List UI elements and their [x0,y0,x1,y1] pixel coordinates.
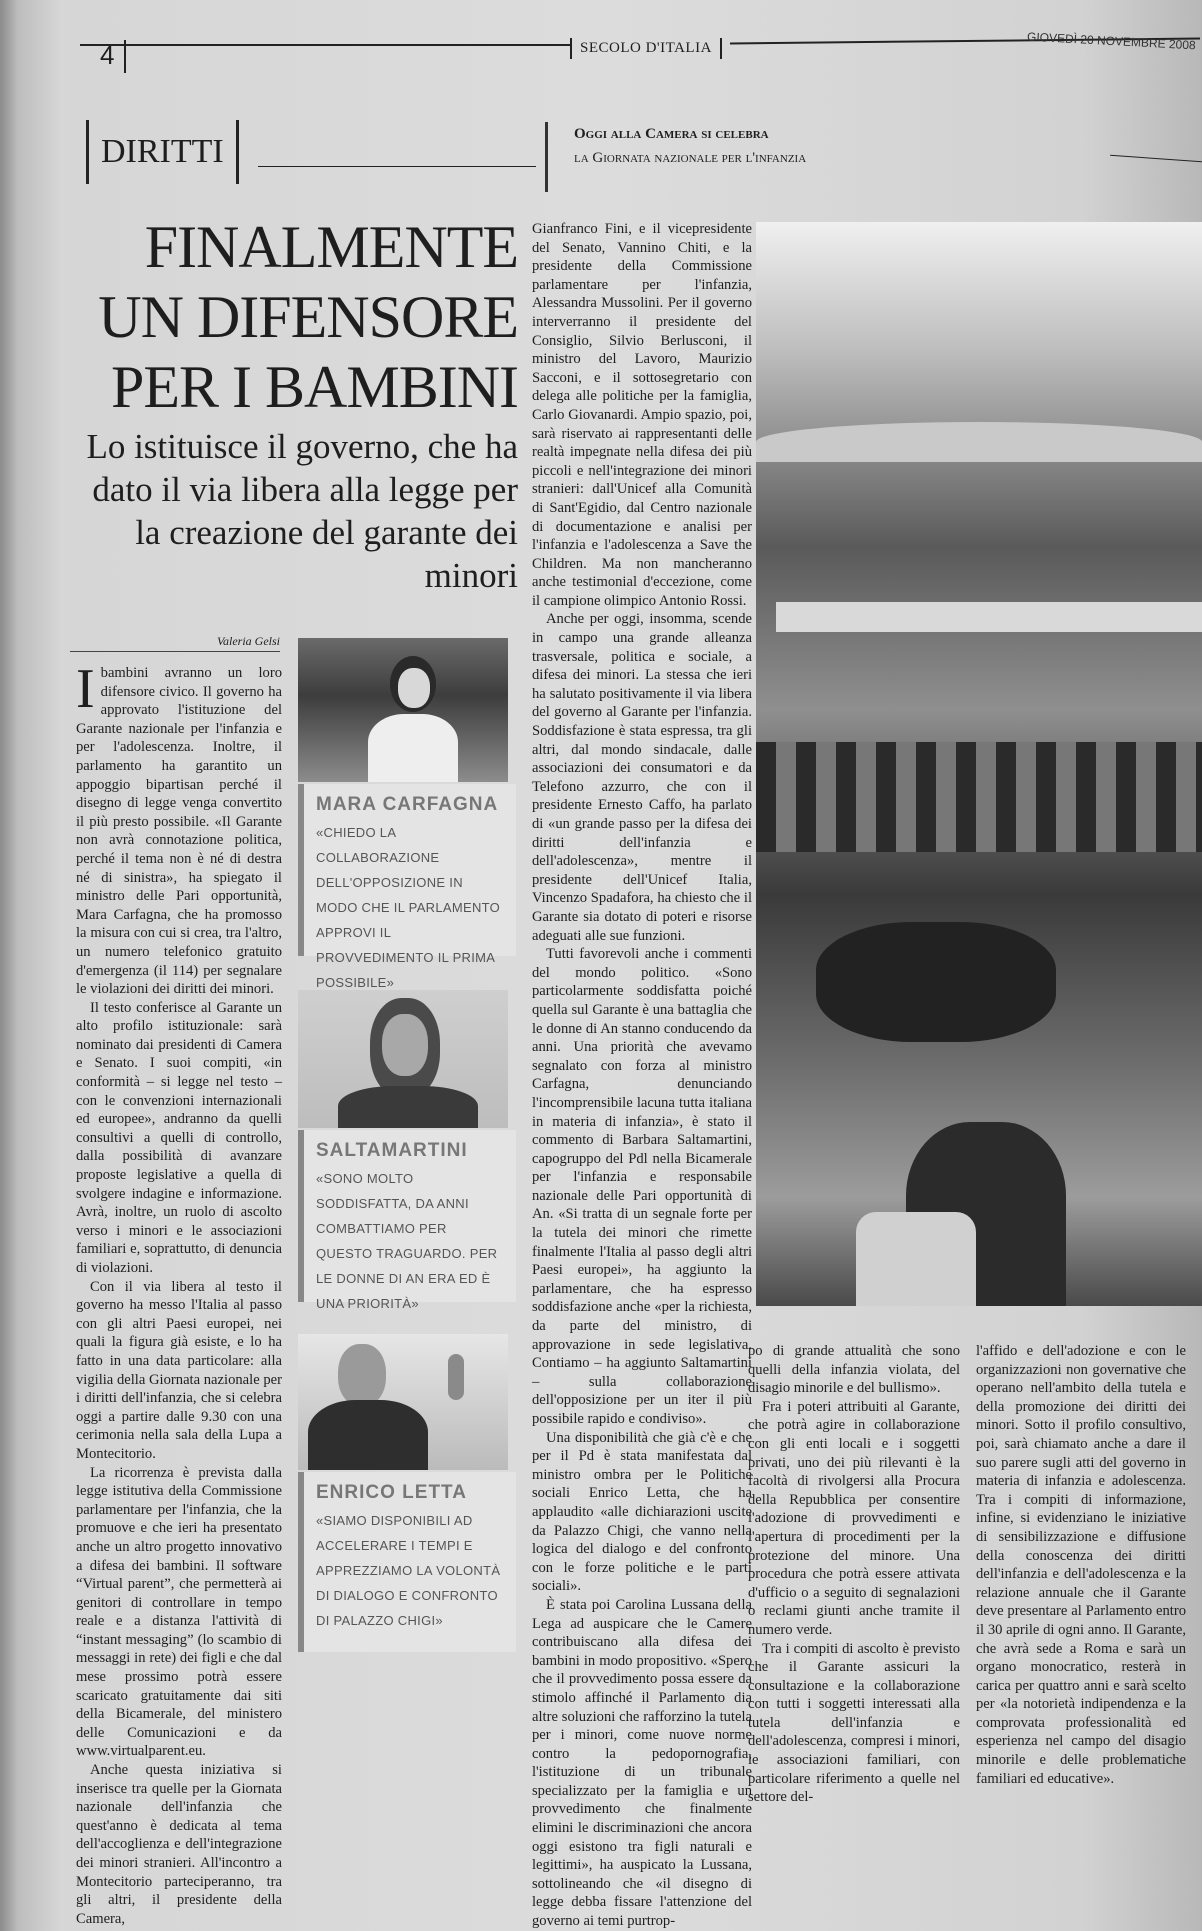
paragraph: po di grande attualità che sono quelli della infanzia violata, del disagio minorile e del bullismo». [748,1343,960,1397]
carousel-photo [756,222,1202,1306]
paragraph: Anche questa iniziativa si inserisce tra quelle per la Giornata nazionale dell'infanzia che quest'anno è dedicata al tema dell'accoglienza e dell'integrazione dei minori stranieri. All'incontro a Montecitorio parteciperanno, tra gli altri, il presidente della Camera, [76,1762,282,1927]
photo-saltamartini [298,990,508,1128]
issue-date: GIOVEDÌ 20 NOVEMBRE 2008 [1027,29,1197,53]
paragraph: Tutti favorevoli anche i commenti del mondo politico. «Sono particolarmente soddisfatta poiché quella sul Garante è una battaglia che le donne di An stanno conducendo da anni. Una priorità che avevamo segnalato con forza al ministro Carfagna, denunciando l'incomprensibile lacuna tutta italiana in materia di infanzia», è stato il commento di Barbara Saltamartini, capogruppo del Pdl nella Bicamerale per l'infanzia e responsabile nazionale delle Pari opportunità di An. «Si tratta di un segnale forte per la tutela dei minori che rimette finalmente l'Italia al passo degli altri Paesi europei», ha aggiunto la parlamentare, che ha espresso soddisfazione anche «per la richiesta, da parte del ministro, di approvazione in sede legislativa. Contiamo – ha aggiunto Saltamartini – sulla collaborazione dell'opposizione per un iter il più possibile rapido e condiviso». [532,946,752,1427]
byline: Valeria Gelsi [70,634,280,652]
pull-quote [298,1130,516,1311]
kicker [545,122,806,192]
pull-quote [298,784,516,990]
article-column-4 [976,1342,1186,1788]
quote-speaker: SALTAMARTINI [316,1140,468,1161]
article-column-3 [748,1342,960,1807]
masthead: SECOLO D'ITALIA [570,38,722,59]
kicker-line-2: la Giornata nazionale per l'infanzia [574,150,807,166]
article-column-2 [532,220,752,1931]
quote-text: «SONO MOLTO SODDISFATTA, DA ANNI COMBATTIAMO PER QUESTO TRAGUARDO. PER LE DONNE DI AN ERA ED È UNA PRIORITÀ» [316,1171,498,1311]
page-number: 4 [88,40,126,73]
kicker-rule [1110,155,1202,162]
paragraph: Anche per oggi, insomma, scende in campo una grande alleanza trasversale, politica e sociale, a difesa dei minori. La stessa che ieri ha salutato positivamente il via libera del governo al Garante per l'infanzia. Soddisfazione è stata espressa, tra gli altri, dal mondo sindacale, dalle associazioni dei consumatori e da Telefono azzurro, che con il presidente Ernesto Caffo, ha parlato di «un grande passo per la difesa dei diritti dell'infanzia e dell'adolescenza», mentre il presidente dell'Unicef Italia, Vincenzo Spadafora, ha chiesto che il Garante sia dotato di poteri e risorse adeguati alle sue funzioni. [532,611,752,944]
quote-text: «CHIEDO LA COLLABORAZIONE DELL'OPPOSIZIONE IN MODO CHE IL PARLAMENTO APPROVI IL PROVVEDIMENTO IL PRIMA POSSIBILE» [316,825,501,990]
paragraph: Gianfranco Fini, e il vicepresidente del Senato, Vannino Chiti, e la presidente della Commissione parlamentare per l'infanzia, Alessandra Mussolini. Per il governo interverranno il presidente del Consiglio, Silvio Berlusconi, il ministro del Lavoro, Maurizio Sacconi, e il sottosegretario con delega alle politiche per la famiglia, Carlo Giovanardi. Ampio spazio, poi, sarà riservato ai rappresentanti delle realtà impegnate nella difesa dei più piccoli e nell'integrazione dei minori stranieri: dall'Unicef alla Comunità di Sant'Egidio, dal Centro nazionale di documentazione e analisi per l'infanzia e l'adolescenza a Save the Children. Ma non mancheranno anche testimonial d'eccezione, come il campione olimpico Antonio Rossi. [532,221,752,609]
article-column-1 [76,658,282,1928]
paragraph: La ricorrenza è prevista dalla legge istitutiva della Commissione parlamentare per l'infanzia, che la promuove e che ieri ha presentato anche un altro progetto innovativo a difesa dei bambini. Il software “Virtual parent”, che permetterà ai genitori di controllare in tempo reale e a distanza l'attività di “instant messaging” (lo scambio di messaggi in rete) dei figli e che dal mese prossimo potrà essere scaricato gratuitamente dai siti della Bicamerale, del ministero delle Comunicazioni e da www.virtualparent.eu. [76,1464,282,1760]
pull-quote [298,1472,516,1652]
section-label: DIRITTI [86,120,239,184]
quote-speaker: MARA CARFAGNA [316,794,499,815]
headline-line: FINALMENTE [144,214,518,280]
kicker-line-1: Oggi alla Camera si celebra [574,126,769,142]
quote-speaker: ENRICO LETTA [316,1482,467,1503]
paragraph: Il testo conferisce al Garante un alto profilo istituzionale: sarà nominato dai presidenti di Camera e Senato. I suoi compiti, «in conformità – si legge nel testo – con le convenzioni internazionali ed europee», andranno da quelli consultivi a quelli di controllo, dalla possibilità di avanzare proposte legislative a quella di svolgere indagine e informazione. Avrà, inoltre, un ruolo di ascolto verso i minori e le associazioni familiari e, soprattutto, di denuncia di violazioni. [76,999,282,1276]
quote-text: «SIAMO DISPONIBILI AD ACCELERARE I TEMPI E APPREZZIAMO LA VOLONTÀ DI DIALOGO E CONFRONTO DI PALAZZO CHIGI» [316,1513,501,1628]
paragraph: Tra i compiti di ascolto è previsto che il Garante assicuri la consultazione e la collaborazione con tutti i soggetti interessati alla tutela dell'infanzia e dell'adolescenza, compresi i minori, le associazioni familiari, con particolare riferimento a quelle nel settore del- [748,1640,960,1806]
paragraph: Fra i poteri attribuiti al Garante, che potrà agire in collaborazione con gli enti locali e i soggetti privati, uno dei più rilevanti è la facoltà di rivolgersi alla Procura della Repubblica per consentire l'adozione di provvedimenti e l'apertura di procedimenti per la protezione del minore. Una procedura che potrà essere attivata d'ufficio o a seguito di segnalazioni o reclami giunti anche tramite il numero verde. [748,1398,960,1638]
subheadline: Lo istituisce il governo, che ha dato il via libera alla legge per la creazione del garante dei minori [86,427,518,595]
paragraph: È stata poi Carolina Lussana della Lega ad auspicare che le Camere contribuiscano alla difesa dei bambini in modo propositivo. «Spero che il provvedimento possa essere da stimolo affinché il Parlamento dia altre soluzioni che rafforzino la tutela per i minori, come nuove norme contro la pedopornografia, l'istituzione di un tribunale specializzato per la famiglia e un provvedimento che finalmente elimini le discriminazioni che ancora oggi esistono tra figli naturali e legittimi», ha auspicato la Lussana, sottolineando che «il disegno di legge debba fissare l'attenzione del governo ai temi purtrop- [532,1596,752,1930]
headline [70,212,518,422]
photo-mara-carfagna [298,638,508,782]
paragraph: Ibambini avranno un loro difensore civico. Il governo ha approvato l'istituzione del Garante nazionale per l'infanzia e per l'adolescenza. Inoltre, il parlamento ha garantito un appoggio bipartisan perché il disegno di legge venga convertito il più presto possibile. «Il Garante non avrà connotazione politica, perché il tema non è né di destra né di sinistra», ha spiegato il ministro delle Pari opportunità, Mara Carfagna, che ha promosso la misura con cui si crea, tra l'altro, un numero telefonico gratuito d'emergenza (il 114) per segnalare le violazioni dei diritti dei minori. [76,658,282,998]
paragraph: l'affido e dell'adozione e con le organizzazioni non governative che operano nell'ambito della tutela e della promozione dei diritti dei minori. Sotto il profilo consultivo, poi, sarà chiamato anche a dare il suo parere sugli atti del governo in materia di infanzia e adolescenza. Tra i compiti di informazione, infine, si evidenziano le iniziative di sensibilizzazione e diffusione della conoscenza dei diritti dell'infanzia e dell'adolescenza e la relazione annuale che il Garante deve presentare al Parlamento entro il 30 aprile di ogni anno. Il Garante, che avrà sede a Roma e sarà un organo monocratico, resterà in carica per quattro anni e sarà scelto per «la notorietà indipendenza e la comprovata professionalità ed esperienza nel campo del disagio minorile e delle problematiche familiari ed educative». [976,1343,1186,1787]
paragraph: Una disponibilità che già c'è e che per il Pd è stata manifestata dal ministro ombra per le Politiche sociali Enrico Letta, che ha applaudito «alle dichiarazioni uscite da Palazzo Chigi, che vanno nella logica del dialogo e del confronto con le forze politiche e le parti sociali». [532,1429,752,1595]
paragraph: Con il via libera al testo il governo ha messo l'Italia al passo con gli altri Paesi europei, nei quali la figura già esiste, e lo ha fatto in una data particolare: alla vigilia della Giornata nazionale per i diritti dell'infanzia, che si celebra oggi a partire dalle 9.30 con una cerimonia nella sala della Lupa a Montecitorio. [76,1278,282,1462]
headline-line: PER I BAMBINI [110,354,518,420]
photo-enrico-letta [298,1334,508,1470]
header-rule-left [80,44,570,46]
headline-line: UN DIFENSORE [98,284,518,350]
section-rule [258,166,536,167]
